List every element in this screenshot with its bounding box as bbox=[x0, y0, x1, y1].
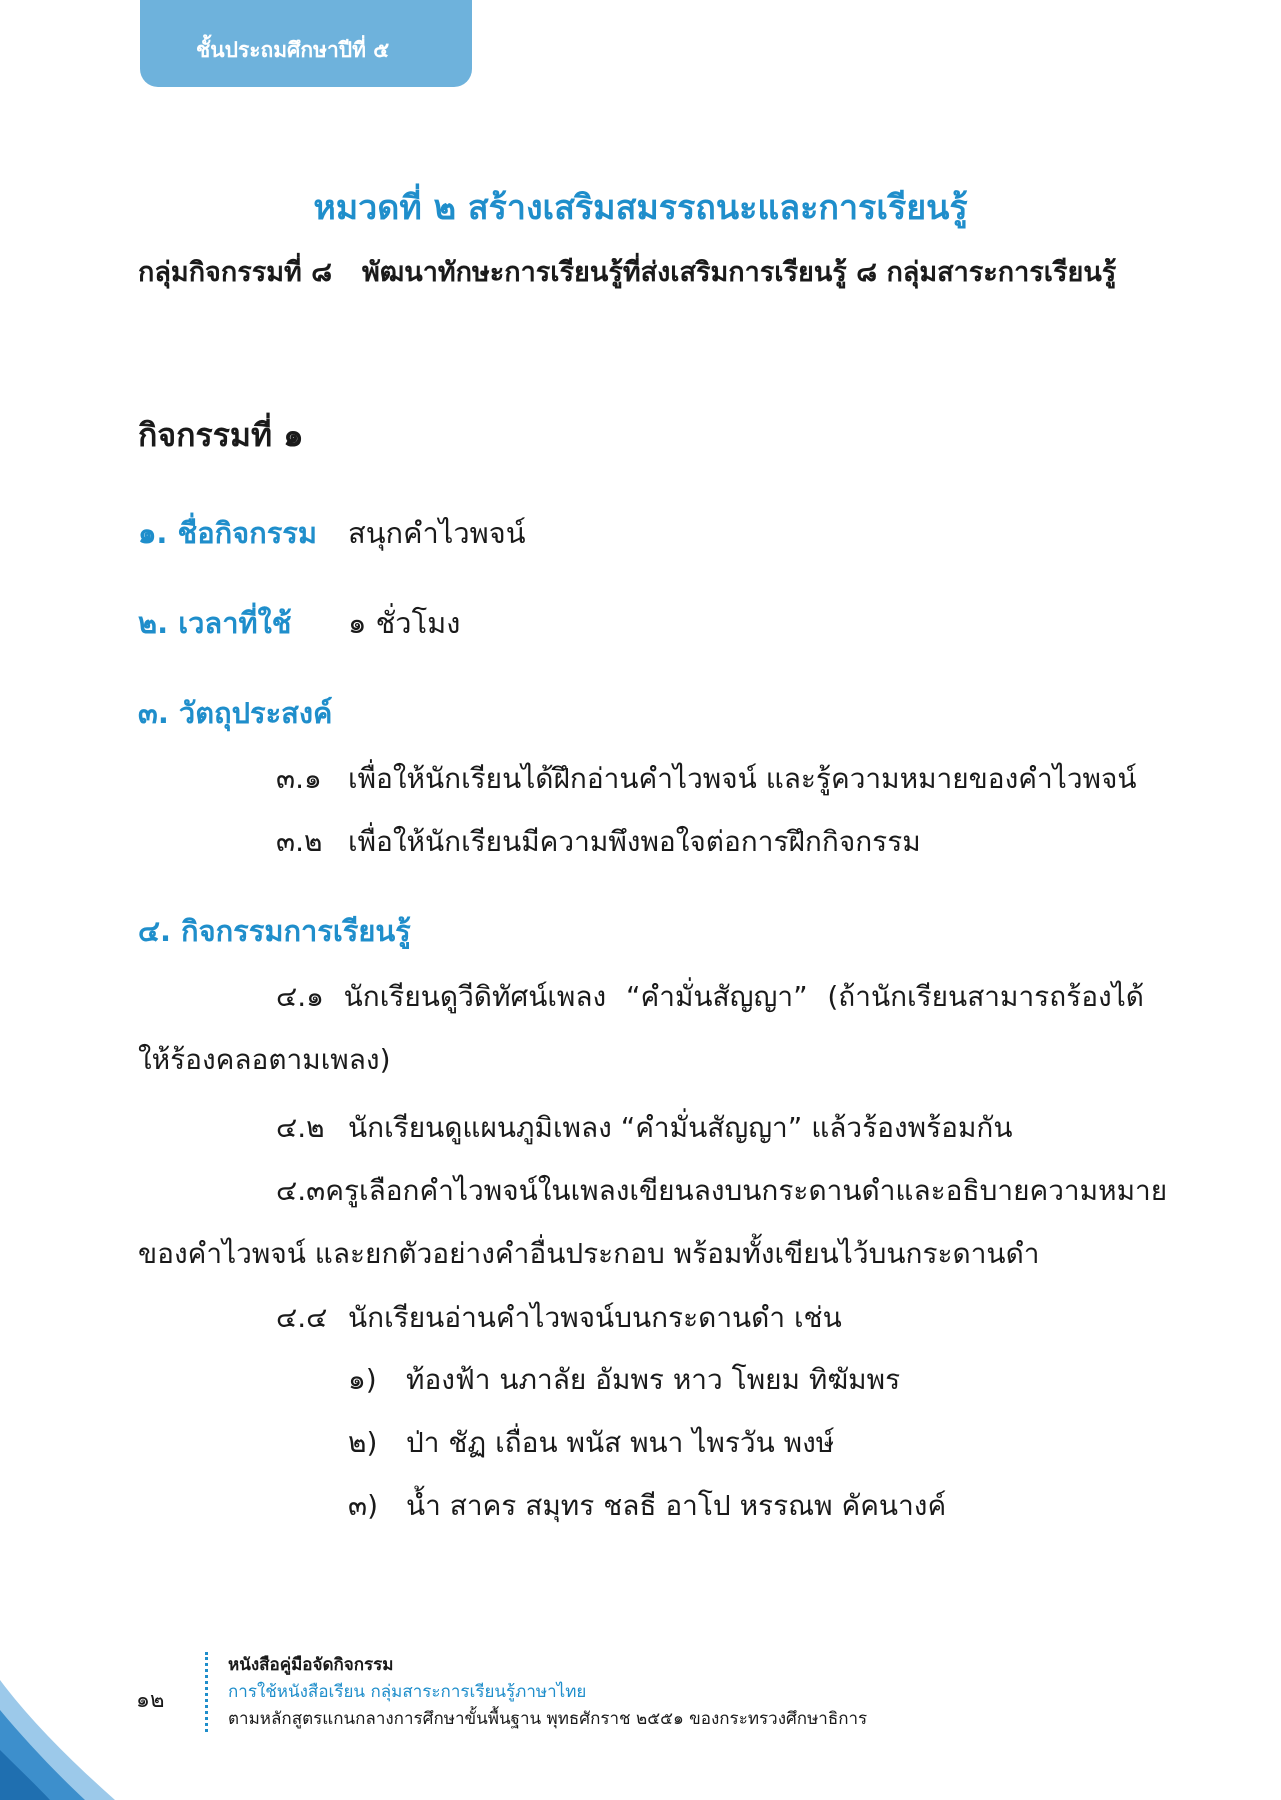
group-label: กลุ่มกิจกรรมที่ ๘ bbox=[138, 257, 333, 288]
item-continuation: ของคำไวพจน์ และยกตัวอย่างคำอื่นประกอบ พร้อมทั้งเขียนไว้บนกระดานดำ bbox=[138, 1237, 1040, 1270]
footer-curriculum: ตามหลักสูตรแกนกลางการศึกษาขั้นพื้นฐาน พุทธศักราช ๒๕๕๑ ของกระทรวงศึกษาธิการ bbox=[228, 1709, 868, 1729]
item-text: นักเรียนดูแผนภูมิเพลง “คำมั่นสัญญา” แล้วร้องพร้อมกัน bbox=[348, 1111, 1013, 1144]
time-value: ๑ ชั่วโมง bbox=[348, 606, 461, 640]
example-item bbox=[348, 1484, 946, 1528]
item-text-part: (ถ้านักเรียนสามารถร้องได้ bbox=[827, 980, 1144, 1013]
section-learning-label: ๔. กิจกรรมการเรียนรู้ bbox=[138, 914, 411, 948]
example-item bbox=[348, 1358, 900, 1402]
item-number: ๔.๔ bbox=[276, 1301, 328, 1334]
category-title: หมวดที่ ๒ สร้างเสริมสมรรถนะและการเรียนรู้ bbox=[313, 188, 968, 228]
section-time bbox=[138, 600, 460, 646]
page-number: ๑๒ bbox=[136, 1688, 165, 1713]
objective-number: ๓.๒ bbox=[276, 825, 323, 858]
example-text: ป่า ชัฏ เถื่อน พนัส พนา ไพรวัน พงษ์ bbox=[406, 1426, 835, 1459]
objective-text: เพื่อให้นักเรียนมีความพึงพอใจต่อการฝึกกิจกรรม bbox=[348, 825, 921, 858]
objective-text: เพื่อให้นักเรียนได้ฝึกอ่านคำไวพจน์ และรู้ความหมายของคำไวพจน์ bbox=[348, 762, 1137, 795]
example-text: ท้องฟ้า นภาลัย อัมพร หาว โพยม ทิฆัมพร bbox=[406, 1363, 901, 1396]
item-number: ๔.๑ bbox=[276, 980, 324, 1013]
example-number: ๓) bbox=[348, 1489, 379, 1522]
item-text-part: “คำมั่นสัญญา” bbox=[625, 980, 808, 1013]
learning-item-4-3 bbox=[276, 1169, 1168, 1213]
activity-name-value: สนุกคำไวพจน์ bbox=[348, 516, 526, 550]
learning-item-4-2 bbox=[276, 1106, 1013, 1150]
section-time-label: ๒. เวลาที่ใช้ bbox=[138, 606, 292, 640]
section-name bbox=[138, 510, 526, 556]
footer bbox=[228, 1652, 867, 1733]
activity-group-line bbox=[138, 250, 1116, 293]
item-number: ๔.๓ bbox=[276, 1174, 326, 1207]
learning-item-4-4 bbox=[276, 1296, 842, 1340]
section-learning-activities bbox=[138, 908, 411, 954]
example-number: ๑) bbox=[348, 1363, 377, 1396]
activity-heading: กิจกรรมที่ ๑ bbox=[138, 416, 304, 454]
footer-book-title: หนังสือคู่มือจัดกิจกรรม bbox=[228, 1655, 394, 1675]
item-text: นักเรียนอ่านคำไวพจน์บนกระดานดำ เช่น bbox=[348, 1301, 842, 1334]
footer-divider bbox=[205, 1652, 208, 1732]
grade-label: ชั้นประถมศึกษาปีที่ ๕ bbox=[196, 37, 390, 62]
objective-item bbox=[276, 757, 1137, 801]
item-text-part: และอธิบายความหมาย bbox=[895, 1174, 1168, 1207]
section-objectives bbox=[138, 690, 332, 736]
section-objectives-label: ๓. วัตถุประสงค์ bbox=[138, 696, 333, 730]
grade-tab bbox=[140, 0, 472, 87]
objective-number: ๓.๑ bbox=[276, 762, 322, 795]
example-item bbox=[348, 1421, 834, 1465]
objective-item bbox=[276, 820, 921, 864]
section-name-label: ๑. ชื่อกิจกรรม bbox=[138, 516, 317, 550]
group-title: พัฒนาทักษะการเรียนรู้ที่ส่งเสริมการเรียนรู้ ๘ กลุ่มสาระการเรียนรู้ bbox=[362, 257, 1117, 288]
item-continuation: ให้ร้องคลอตามเพลง) bbox=[138, 1043, 391, 1076]
learning-item-4-1 bbox=[276, 975, 1144, 1019]
example-text: น้ำ สาคร สมุทร ชลธี อาโป หรรณพ คัคนางค์ bbox=[406, 1489, 947, 1522]
example-number: ๒) bbox=[348, 1426, 378, 1459]
footer-subject: การใช้หนังสือเรียน กลุ่มสาระการเรียนรู้ภาษาไทย bbox=[228, 1682, 587, 1702]
item-text-part: นักเรียนดูวีดิทัศน์เพลง bbox=[343, 980, 607, 1013]
item-number: ๔.๒ bbox=[276, 1111, 325, 1144]
corner-decoration bbox=[0, 1680, 130, 1800]
item-text-part: ครูเลือกคำไวพจน์ในเพลงเขียนลงบนกระดานดำ bbox=[325, 1174, 896, 1207]
